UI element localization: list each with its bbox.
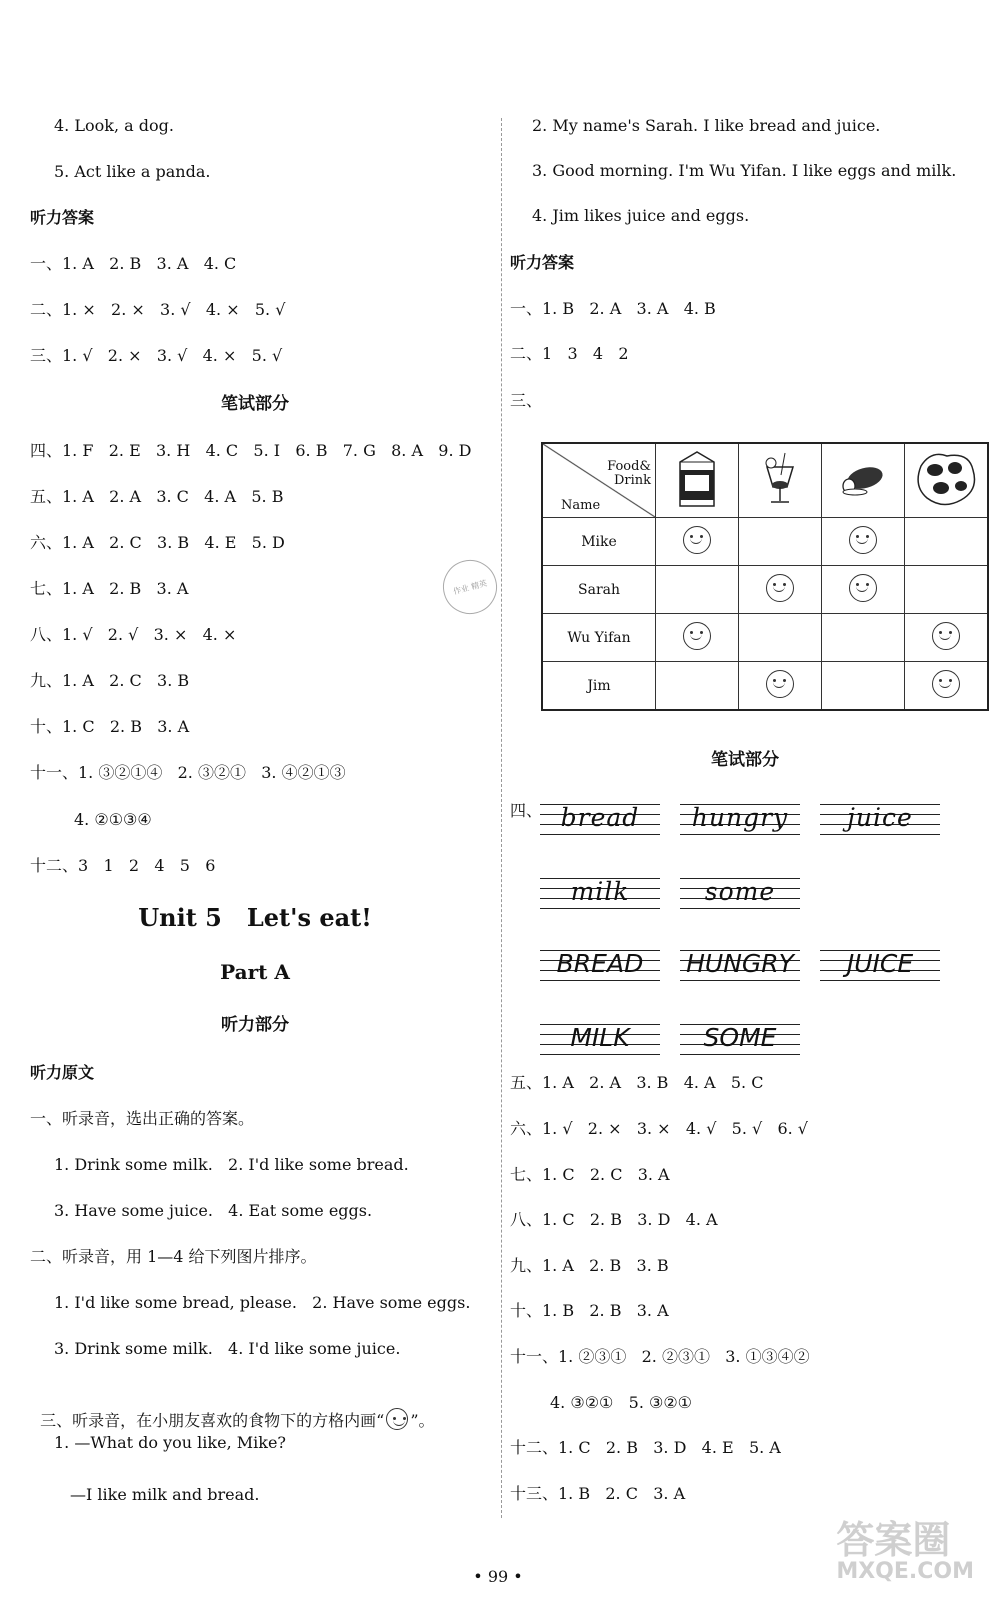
script-line: 1. I'd like some bread, please. 2. Have some eggs. — [54, 1293, 471, 1312]
question-text: 三、听录音，在小朋友喜欢的食物下的方格内画“ — [40, 1411, 385, 1430]
answer-line: 4. ②①③④ — [74, 810, 152, 829]
answer-line: 八、1. √ 2. √ 3. × 4. × — [30, 625, 237, 644]
handwriting-box — [680, 946, 800, 986]
script-line: —I like milk and bread. — [70, 1485, 260, 1504]
table-cell — [822, 518, 905, 566]
smiley-icon — [766, 574, 794, 602]
smiley-icon — [683, 526, 711, 554]
column-bread — [822, 443, 905, 518]
answer-line: 二、1. × 2. × 3. √ 4. × 5. √ — [30, 300, 286, 319]
script-line: 4. Jim likes juice and eggs. — [532, 206, 750, 225]
smiley-icon — [932, 622, 960, 650]
handwritten-word: milk — [570, 877, 630, 906]
watermark-logo — [836, 1520, 974, 1584]
question-line — [30, 1386, 435, 1432]
section-heading: 笔试部分 — [711, 750, 779, 770]
smiley-icon — [683, 622, 711, 650]
header-name: Name — [561, 498, 601, 513]
handwriting-box — [820, 946, 940, 986]
answer-line: 四、1. F 2. E 3. H 4. C 5. I 6. B 7. G 8. A 9. D — [30, 441, 472, 460]
answer-line: 十、1. B 2. B 3. A — [510, 1301, 669, 1320]
answer-line: 五、1. A 2. A 3. C 4. A 5. B — [30, 487, 284, 506]
table-header-corner — [542, 443, 656, 518]
answer-line: 九、1. A 2. B 3. B — [510, 1256, 669, 1275]
handwritten-word: some — [704, 877, 776, 906]
smiley-icon — [849, 574, 877, 602]
script-line: 1. —What do you like, Mike? — [54, 1433, 286, 1452]
answer-line: 五、1. A 2. A 3. B 4. A 5. C — [510, 1073, 764, 1092]
answer-line: 4. ③②① 5. ③②① — [550, 1393, 693, 1412]
handwriting-box — [540, 800, 660, 840]
header-food: Food& — [607, 459, 651, 474]
answer-line: 八、1. C 2. B 3. D 4. A — [510, 1210, 718, 1229]
row-name: Mike — [542, 518, 656, 566]
handwriting-box — [680, 874, 800, 914]
script-line: 4. Look, a dog. — [54, 116, 174, 135]
table-row — [542, 662, 988, 711]
handwritten-word: HUNGRY — [686, 949, 794, 978]
script-line: 3. Have some juice. 4. Eat some eggs. — [54, 1201, 373, 1220]
section-heading: 听力答案 — [510, 253, 575, 272]
table-cell — [739, 614, 822, 662]
column-milk — [656, 443, 739, 518]
answer-line: 十二、3 1 2 4 5 6 — [30, 856, 216, 875]
table-cell — [656, 614, 739, 662]
section-heading: 听力答案 — [30, 208, 95, 227]
table-cell — [822, 614, 905, 662]
handwriting-box — [540, 1020, 660, 1060]
table-cell — [739, 518, 822, 566]
question-line: 一、听录音，选出正确的答案。 — [30, 1109, 255, 1128]
section-heading: 听力部分 — [221, 1015, 289, 1035]
answer-line: 三、 — [510, 391, 543, 410]
handwriting-box — [820, 800, 940, 840]
answer-line: 七、1. C 2. C 3. A — [510, 1165, 670, 1184]
answer-line: 十三、1. B 2. C 3. A — [510, 1484, 686, 1503]
column-divider — [501, 118, 502, 1518]
handwriting-box — [540, 946, 660, 986]
table-row — [542, 614, 988, 662]
script-line: 3. Good morning. I'm Wu Yifan. I like eggs and milk. — [532, 161, 957, 180]
stamp-text: 作业 精英 — [452, 578, 488, 596]
juice-glass-icon — [755, 449, 805, 509]
handwriting-box — [680, 1020, 800, 1060]
row-name: Sarah — [542, 566, 656, 614]
table-cell — [739, 566, 822, 614]
table-cell — [656, 662, 739, 711]
smiley-icon — [386, 1408, 408, 1430]
handwritten-word: bread — [560, 803, 640, 832]
table-row — [542, 566, 988, 614]
table-cell — [905, 566, 989, 614]
watermark-line2: MXQE.COM — [836, 1559, 974, 1584]
unit-title: Unit 5 Let's eat! — [138, 903, 372, 932]
answer-line: 十二、1. C 2. B 3. D 4. E 5. A — [510, 1438, 781, 1457]
script-line: 5. Act like a panda. — [54, 162, 211, 181]
stamp-seal — [437, 554, 503, 620]
table-cell — [822, 662, 905, 711]
column-eggs — [905, 443, 989, 518]
script-line: 3. Drink some milk. 4. I'd like some juice. — [54, 1339, 401, 1358]
answer-line: 六、1. A 2. C 3. B 4. E 5. D — [30, 533, 285, 552]
bread-loaf-icon — [835, 454, 891, 504]
handwritten-word: BREAD — [556, 949, 644, 978]
answer-line: 六、1. √ 2. × 3. × 4. √ 5. √ 6. √ — [510, 1119, 808, 1138]
answer-line: 十、1. C 2. B 3. A — [30, 717, 190, 736]
script-line: 2. My name's Sarah. I like bread and juice. — [532, 116, 881, 135]
answer-line: 二、1 3 4 2 — [510, 344, 629, 363]
answer-line: 三、1. √ 2. × 3. √ 4. × 5. √ — [30, 346, 283, 365]
table-row — [542, 518, 988, 566]
handwritten-word: juice — [847, 803, 913, 832]
answer-line: 一、1. A 2. B 3. A 4. C — [30, 254, 237, 273]
table-cell — [822, 566, 905, 614]
section-heading: 听力原文 — [30, 1063, 95, 1082]
smiley-icon — [766, 670, 794, 698]
section-heading: 笔试部分 — [221, 394, 289, 414]
table-cell — [739, 662, 822, 711]
answer-line: 十一、1. ②③① 2. ②③① 3. ①③④② — [510, 1347, 810, 1366]
handwritten-word: SOME — [703, 1023, 777, 1052]
table-cell — [656, 518, 739, 566]
question-line: 二、听录音，用 1—4 给下列图片排序。 — [30, 1247, 317, 1266]
answer-line: 九、1. A 2. C 3. B — [30, 671, 190, 690]
answer-line: 七、1. A 2. B 3. A — [30, 579, 189, 598]
table-cell — [905, 614, 989, 662]
page-number: • 99 • — [473, 1567, 523, 1586]
handwriting-box — [540, 874, 660, 914]
header-drink: Drink — [613, 473, 651, 488]
row-name: Jim — [542, 662, 656, 711]
table-cell — [905, 518, 989, 566]
table-cell — [905, 662, 989, 711]
table-cell — [656, 566, 739, 614]
script-line: 1. Drink some milk. 2. I'd like some bread. — [54, 1155, 409, 1174]
part-title: Part A — [220, 960, 290, 984]
smiley-icon — [849, 526, 877, 554]
watermark-line1: 答案圈 — [836, 1518, 951, 1562]
milk-carton-icon — [672, 448, 722, 510]
answer-line: 十一、1. ③②①④ 2. ③②① 3. ④②①③ — [30, 763, 346, 782]
fried-eggs-icon — [911, 446, 981, 512]
row-name: Wu Yifan — [542, 614, 656, 662]
handwritten-word: JUICE — [846, 949, 914, 978]
answer-label: 四、 — [510, 801, 543, 820]
handwriting-box — [680, 800, 800, 840]
smiley-icon — [932, 670, 960, 698]
food-preference-table — [541, 442, 989, 711]
question-text-end: ”。 — [410, 1411, 435, 1430]
handwritten-word: MILK — [570, 1023, 630, 1052]
handwritten-word: hungry — [691, 803, 789, 832]
header-food-drink — [607, 460, 651, 488]
column-juice — [739, 443, 822, 518]
answer-line: 一、1. B 2. A 3. A 4. B — [510, 299, 716, 318]
